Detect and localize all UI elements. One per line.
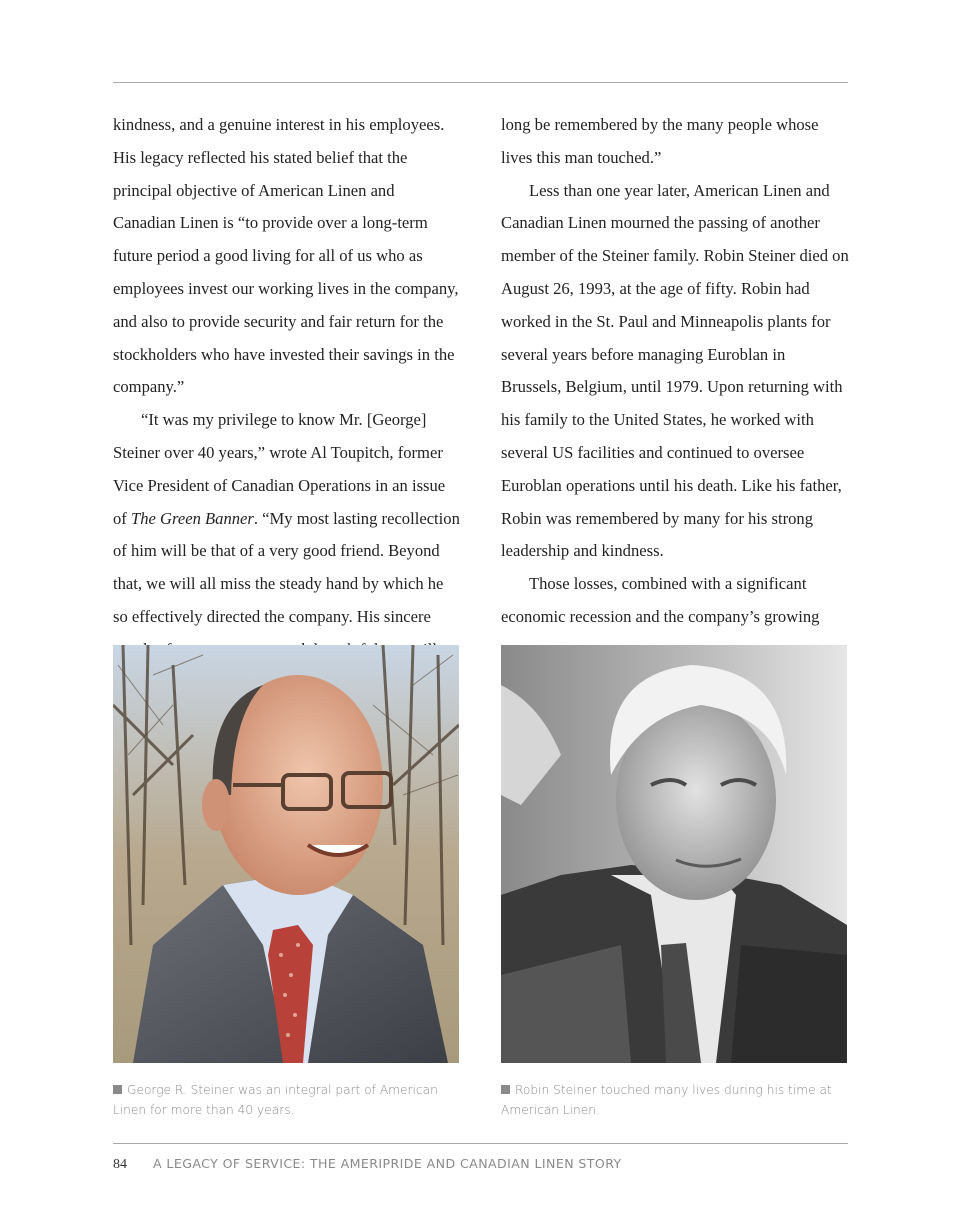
right-paragraph-3: Those losses, combined with a significant economic recession and the company’s growing [501,574,820,626]
right-paragraph-2: Less than one year later, American Linen and Canadian Linen mourned the passing of another member of the Steiner family. Robin Steiner died on August 26, 1993, at the age of fifty. Robin had worked in the St. Paul and Minneapolis plants for several years before managing Euroblan in Brussels, Belgium, until 1979. Upon returning with his family to the United States, he worked with several US facilities and continued to oversee Euroblan operations until his death. Like his father, Robin was remembered by many for his strong leadership and kindness. [501,180,849,561]
right-text-column [501,109,849,634]
left-text-column [113,109,461,667]
page-footer [113,1156,622,1173]
book-title: A LEGACY OF SERVICE: THE AMERIPRIDE AND CANADIAN LINEN STORY [153,1156,622,1171]
left-paragraph-2-start: “It was my privilege to know Mr. [George] Steiner over 40 years,” wrote Al Toupitch, former Vice President of Canadian Operations in an issue of [113,410,446,528]
robin-steiner-portrait [501,645,847,1063]
page-number: 84 [113,1157,127,1172]
right-photo-caption [501,1080,851,1120]
left-paragraph-2-end: . “My most lasting recollection of him will be that of a very good friend. Beyond that, we will all miss the steady hand by which he so effectively directed the company. His sincere [113,508,460,626]
left-caption-text: George R. Steiner was an integral part of American Linen for more than 40 years. [113,1083,438,1117]
right-caption-text: Robin Steiner touched many lives during his time at American Linen. [501,1083,832,1117]
george-steiner-portrait [113,645,459,1063]
left-paragraph-2 [113,404,461,666]
footer-rule [113,1143,848,1144]
caption-bullet-icon [501,1085,510,1094]
right-paragraph-1: long be remembered by the many people whose lives this man touched.” [501,115,819,167]
publication-title: The Green Banner [130,508,254,528]
george-steiner-photo [113,645,459,1063]
left-photo-caption [113,1080,463,1120]
caption-bullet-icon [113,1085,122,1094]
header-rule [113,82,848,83]
left-paragraph-1: kindness, and a genuine interest in his employees. His legacy reflected his stated belief that the principal objective of American Linen and Canadian Linen is “to provide over a long-term future period a good living for all of us who as employees invest our working lives in the company, and also to provide security and fair return for the stockholders who have invested their savings in the company.” [113,115,459,397]
robin-steiner-photo [501,645,847,1063]
